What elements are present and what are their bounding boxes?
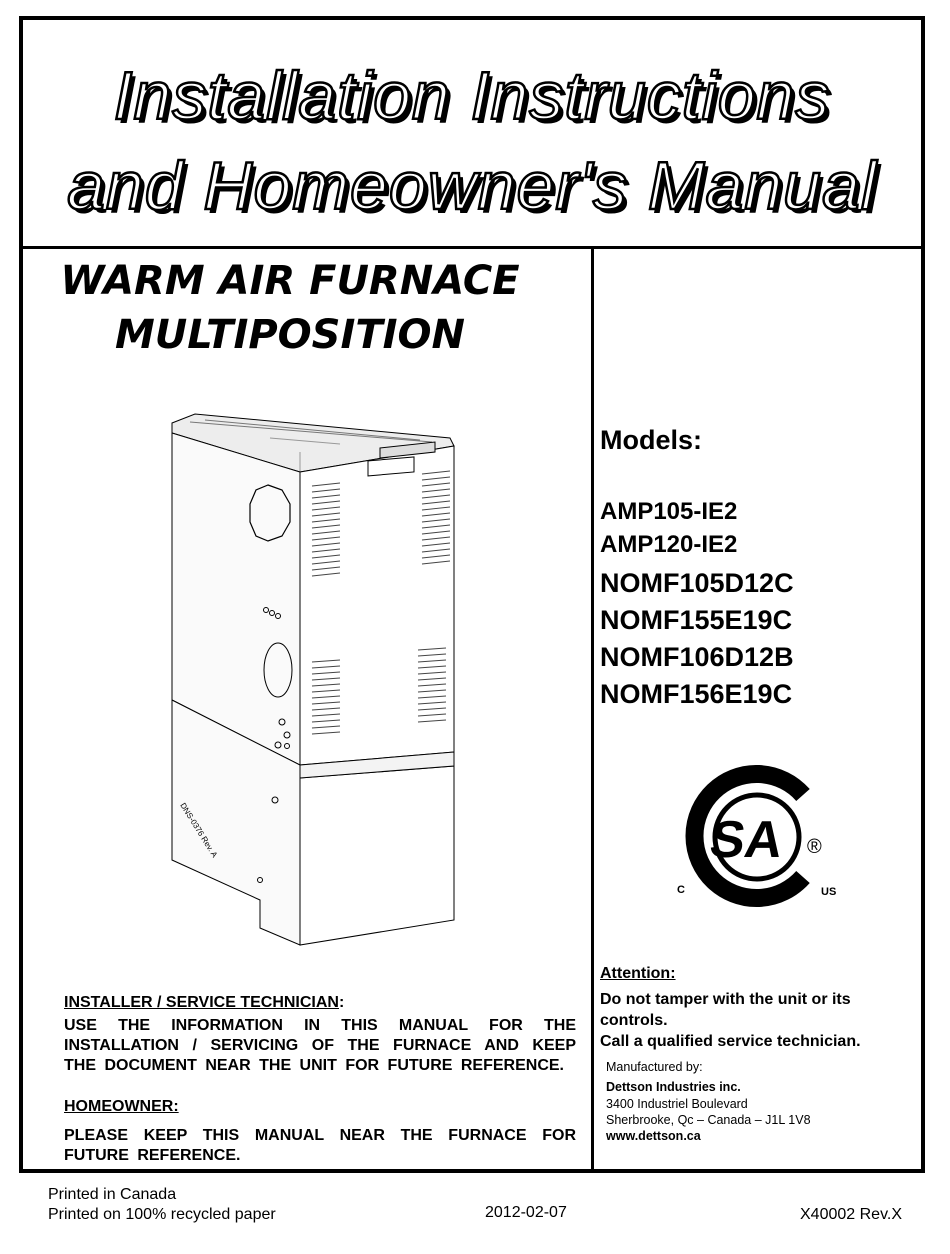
model-item: NOMF105D12C bbox=[600, 568, 794, 598]
model-item: AMP120-IE2 bbox=[600, 531, 738, 558]
csa-us-mark: US bbox=[821, 886, 837, 898]
installer-heading bbox=[64, 994, 344, 1012]
model-list bbox=[600, 495, 794, 713]
title-line-2: and Homeowner's Manual bbox=[67, 148, 877, 224]
manufacturer-label: Manufactured by: bbox=[606, 1060, 703, 1074]
models-heading: Models: bbox=[600, 425, 703, 455]
manufacturer-address-line-2: Sherbrooke, Qc – Canada – J1L 1V8 bbox=[606, 1113, 811, 1127]
model-item: NOMF155E19C bbox=[600, 605, 793, 635]
homeowner-heading: HOMEOWNER: bbox=[64, 1098, 179, 1115]
csa-logo bbox=[675, 765, 845, 920]
footer-paper-note: Printed on 100% recycled paper bbox=[48, 1206, 276, 1223]
manufacturer-address-line-1: 3400 Industriel Boulevard bbox=[606, 1097, 748, 1111]
column-divider bbox=[591, 249, 594, 1169]
title-line-1: Installation Instructions bbox=[113, 58, 831, 134]
attention-line-1: Do not tamper with the unit or its controls. bbox=[600, 991, 851, 1029]
manufacturer-name: Dettson Industries inc. bbox=[606, 1080, 741, 1094]
furnace-illustration bbox=[150, 400, 460, 955]
installer-heading-colon: : bbox=[338, 994, 345, 1011]
csa-registered-mark: ® bbox=[807, 836, 822, 858]
title-box bbox=[23, 20, 921, 249]
attention-body bbox=[600, 989, 900, 1052]
attention-heading: Attention: bbox=[600, 965, 676, 982]
product-title-line-2: MULTIPOSITION bbox=[115, 312, 465, 358]
product-title-line-1: WARM AIR FURNACE bbox=[60, 258, 520, 304]
installer-heading-text: INSTALLER / SERVICE TECHNICIAN bbox=[64, 994, 339, 1011]
footer-document-number: X40002 Rev.X bbox=[800, 1206, 902, 1223]
homeowner-instructions: PLEASE KEEP THIS MANUAL NEAR THE FURNACE FOR FUTURE REFERENCE. bbox=[64, 1127, 576, 1164]
model-item: NOMF106D12B bbox=[600, 642, 794, 672]
footer-printed-in: Printed in Canada bbox=[48, 1186, 177, 1203]
installer-instructions: USE THE INFORMATION IN THIS MANUAL FOR THE INSTALLATION / SERVICING OF THE FURNACE AND KEEP THE DOCUMENT NEAR THE UNIT FOR FUTURE REFERENCE. bbox=[64, 1017, 576, 1074]
manufacturer-website: www.dettson.ca bbox=[606, 1129, 701, 1143]
svg-text:SA: SA bbox=[706, 811, 787, 869]
model-item: NOMF156E19C bbox=[600, 679, 793, 709]
attention-line-2: Call a qualified service technician. bbox=[600, 1033, 861, 1050]
csa-c-mark: C bbox=[677, 884, 685, 896]
model-item: AMP105-IE2 bbox=[600, 498, 738, 525]
drawing-reference: DNS-0376 Rev. A bbox=[178, 801, 220, 860]
footer-date: 2012-02-07 bbox=[485, 1204, 567, 1221]
